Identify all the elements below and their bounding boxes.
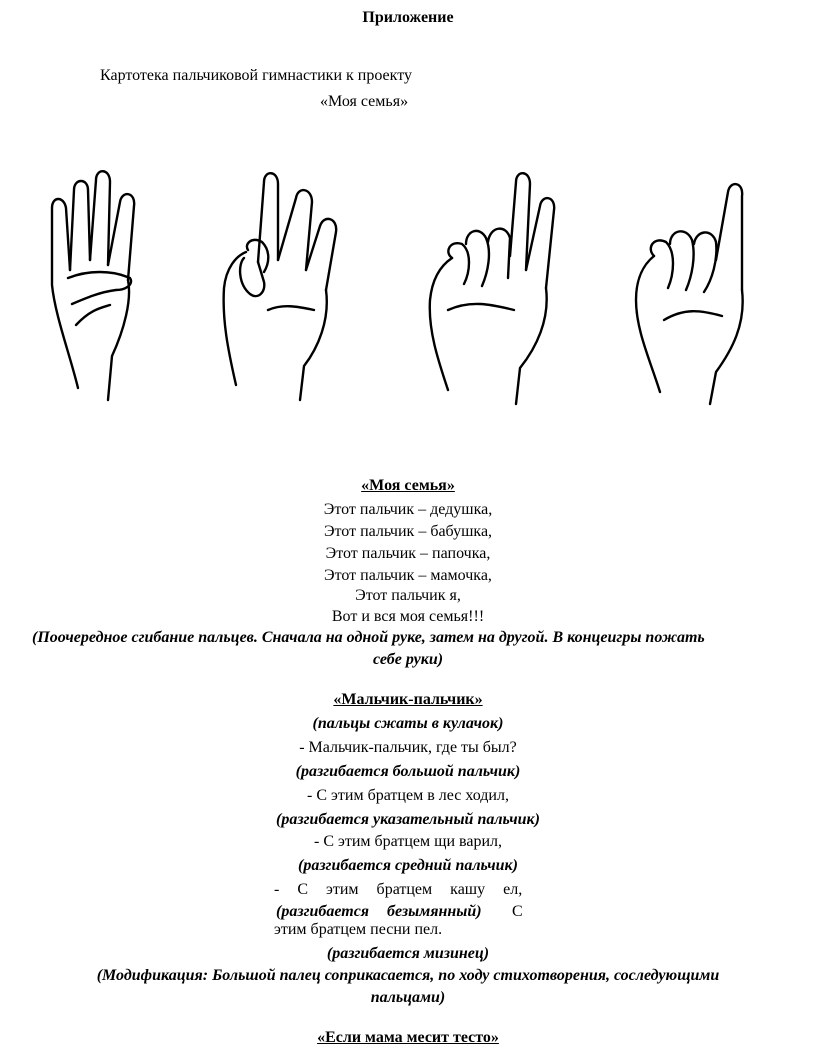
poem-line: Этот пальчик – мамочка,	[324, 567, 492, 584]
instruction-note-line-2: себе руки)	[372, 651, 444, 668]
action-note: (разгибается большой пальчик)	[295, 763, 521, 780]
poem-line: - С этим братцем кашу ел,	[274, 881, 523, 898]
poem-line: Этот пальчик – папочка,	[325, 545, 491, 562]
poem-line: Этот пальчик – дедушка,	[323, 501, 493, 518]
section-title-malchik-palchik: «Мальчик-пальчик»	[333, 691, 483, 708]
poem-line: Вот и вся моя семья!!!	[331, 608, 485, 625]
action-note: (разгибается безымянный)	[276, 903, 482, 920]
action-note: (пальцы сжаты в кулачок)	[312, 715, 504, 732]
document-title-line-1: Картотека пальчиковой гимнастики к проекту	[100, 67, 412, 84]
poem-line: Этот пальчик – бабушка,	[323, 523, 493, 540]
hand-4-pinky-up-icon	[636, 184, 743, 404]
poem-line: этим братцем песни пел.	[274, 921, 443, 938]
poem-line: - Мальчик-пальчик, где ты был?	[299, 739, 517, 756]
hands-illustration	[0, 160, 816, 420]
instruction-note-line-1: (Поочередное сгибание пальцев. Сначала на одной руке, затем на другой. В концеигры пожать	[32, 629, 705, 646]
poem-line-start: С	[512, 903, 523, 920]
section-title-esli-mama-mesit-testo: «Если мама месит тесто»	[317, 1029, 499, 1046]
action-note: (разгибается мизинец)	[326, 945, 490, 962]
instruction-note-line-2: пальцами)	[370, 989, 446, 1006]
document-title-line-2: «Моя семья»	[320, 93, 409, 110]
section-title-moya-semya: «Моя семья»	[361, 477, 455, 494]
hand-1-thumb-bent-icon	[52, 171, 134, 400]
action-note: (разгибается средний пальчик)	[297, 857, 518, 874]
instruction-note-line-1: (Модификация: Большой палец соприкасается, по ходу стихотворения, соследующими	[96, 967, 720, 984]
appendix-heading: Приложение	[362, 9, 454, 26]
hand-3-three-fingers-bent-icon	[430, 173, 554, 404]
poem-line: - С этим братцем щи варил,	[313, 833, 503, 850]
poem-line: Этот пальчик я,	[355, 587, 461, 604]
poem-line: - С этим братцем в лес ходил,	[307, 787, 509, 804]
action-note: (разгибается указательный пальчик)	[276, 811, 540, 828]
hand-2-thumb-index-bent-icon	[224, 173, 337, 400]
